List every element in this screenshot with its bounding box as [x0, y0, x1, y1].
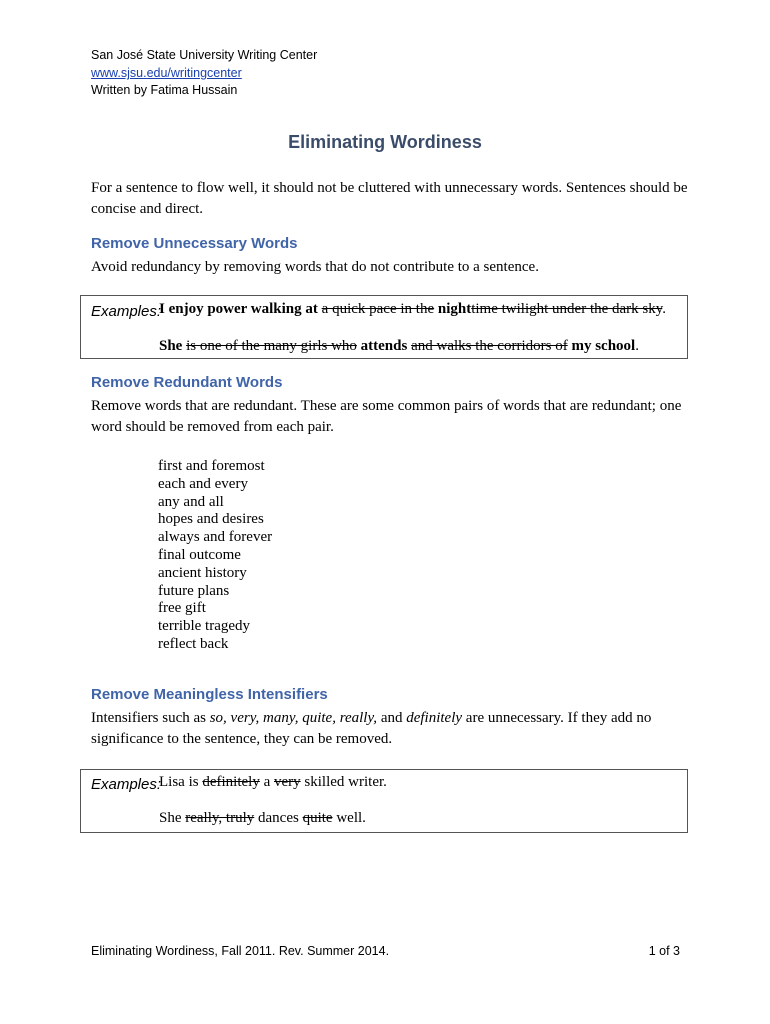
example-sentence-4: [159, 810, 366, 827]
list-item: final outcome: [158, 546, 241, 563]
intro-paragraph: For a sentence to flow well, it should not be cluttered with unnecessary words. Sentences should be concise and direct.: [91, 180, 688, 217]
period: .: [662, 301, 667, 317]
section-text-redundant: Remove words that are redundant. These are some common pairs of words that are redundant; one word should be removed from each pair.: [91, 398, 682, 435]
text-italic: so, very, many, quite, really,: [209, 710, 378, 726]
kept-text: a: [259, 774, 274, 790]
list-item: hopes and desires: [158, 511, 264, 528]
examples-box-2: [80, 769, 688, 833]
kept-text: skilled writer.: [300, 774, 387, 790]
kept-text: Lisa is: [159, 774, 203, 790]
page-number: 1 of 3: [648, 944, 680, 958]
section-text-intensifiers: [91, 708, 691, 750]
section-text-unnecessary: Avoid redundancy by removing words that do not contribute to a sentence.: [91, 259, 539, 275]
struck-text: very: [274, 774, 301, 790]
section-heading-redundant: Remove Redundant Words: [91, 374, 283, 391]
struck-text: is one of the many girls who: [186, 338, 357, 354]
kept-text: I enjoy power walking at: [159, 301, 322, 317]
text-italic: definitely: [406, 710, 463, 726]
example-sentence-3: [159, 774, 387, 791]
header-org: San José State University Writing Center: [91, 48, 318, 62]
examples-label: Examples:: [91, 303, 162, 320]
kept-text: my school: [567, 338, 636, 354]
text-part: are unnecessary. If they add no significance to the sentence, they can be removed.: [91, 710, 652, 747]
kept-text: well.: [332, 810, 366, 826]
struck-text: definitely: [202, 774, 260, 790]
kept-text: She: [159, 810, 186, 826]
redundant-pairs-list: [158, 458, 272, 654]
list-item: always and forever: [158, 529, 273, 546]
example-sentence-1: [159, 301, 666, 318]
list-item: reflect back: [158, 635, 229, 652]
examples-box-1: [80, 295, 688, 359]
list-item: future plans: [158, 582, 230, 599]
page-title: Eliminating Wordiness: [288, 132, 482, 152]
struck-text: time twilight under the dark sky: [471, 301, 663, 317]
section-heading-unnecessary: Remove Unnecessary Words: [91, 235, 298, 252]
kept-text: night: [434, 301, 472, 317]
kept-text: dances: [254, 810, 303, 826]
kept-text: attends: [356, 338, 412, 354]
kept-text: She: [159, 338, 187, 354]
header-author: Written by Fatima Hussain: [91, 83, 238, 97]
period: .: [635, 338, 639, 354]
example-sentence-2: [159, 338, 639, 355]
examples-label: Examples:: [91, 776, 162, 793]
list-item: any and all: [158, 493, 224, 510]
text-part: Intensifiers such as: [91, 710, 210, 726]
struck-text: quite: [302, 810, 333, 826]
struck-text: and walks the corridors of: [411, 338, 568, 354]
header-url-link[interactable]: www.sjsu.edu/writingcenter: [91, 66, 242, 80]
list-item: each and every: [158, 475, 248, 492]
section-heading-intensifiers: Remove Meaningless Intensifiers: [91, 686, 328, 703]
list-item: terrible tragedy: [158, 618, 251, 635]
text-part: and: [377, 710, 407, 726]
list-item: free gift: [158, 600, 206, 617]
footer-text: Eliminating Wordiness, Fall 2011. Rev. Summer 2014.: [91, 944, 390, 958]
struck-text: a quick pace in the: [321, 301, 435, 317]
struck-text: really, truly: [185, 810, 255, 826]
list-item: ancient history: [158, 564, 247, 581]
list-item: first and foremost: [158, 458, 265, 474]
